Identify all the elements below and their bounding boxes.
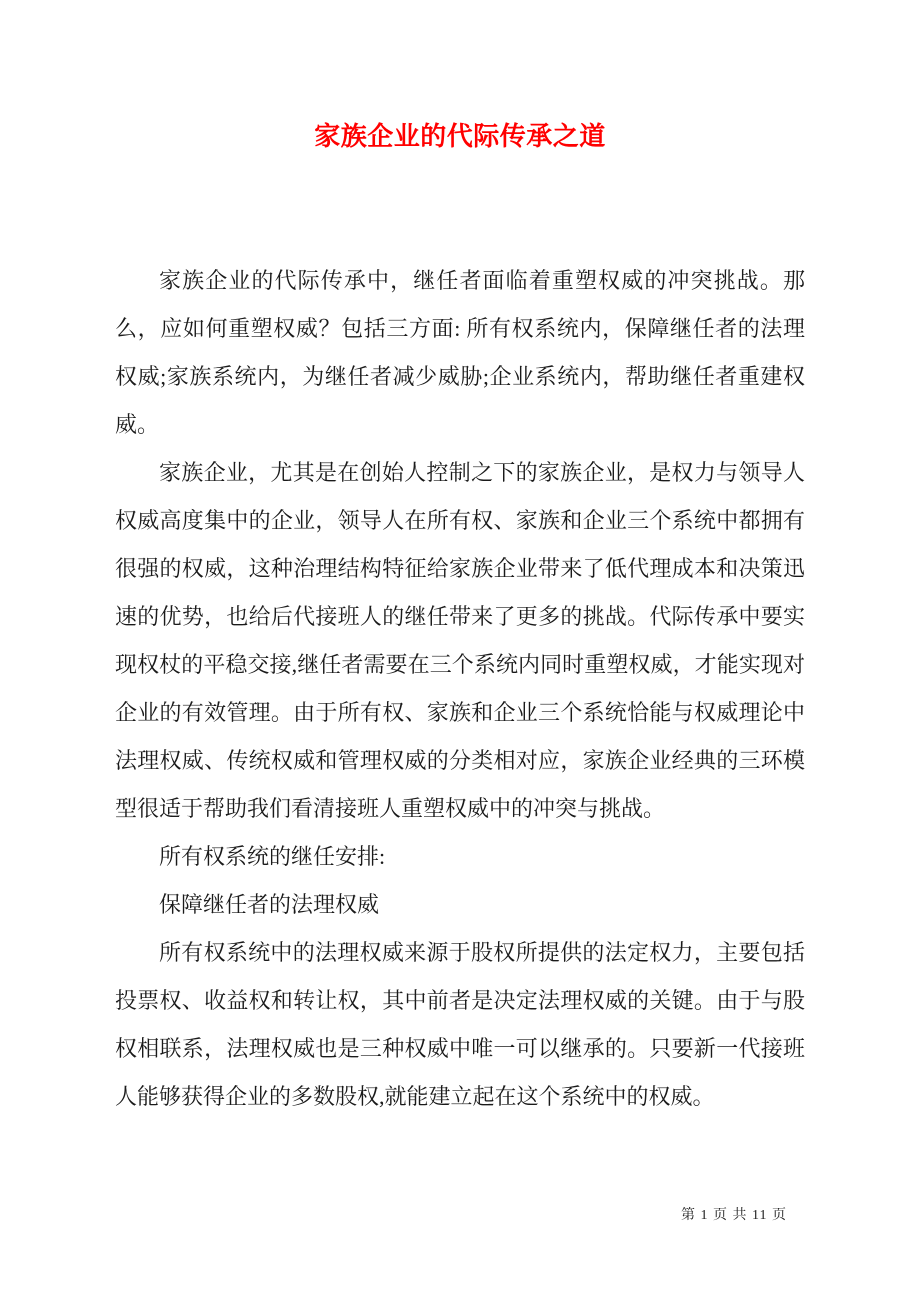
page-number-footer: 第 1 页 共 11 页 [681, 1208, 787, 1223]
paragraph-intro: 家族企业的代际传承中，继任者面临着重塑权威的冲突挑战。那么，应如何重塑权威？包括三方面: 所有权系统内，保障继任者的法理权威;家族系统内，为继任者减少威胁;企业系统内，帮助继任者重建权威。 [115, 268, 805, 437]
paragraph-three-systems: 家族企业，尤其是在创始人控制之下的家族企业，是权力与领导人权威高度集中的企业，领导人在所有权、家族和企业三个系统中都拥有很强的权威，这种治理结构特征给家族企业带来了低代理成本和决策迅速的优势，也给后代接班人的继任带来了更多的挑战。代际传承中要实现权杖的平稳交接,继任者需要在三个系统内同时重塑权威，才能实现对企业的有效管理。由于所有权、家族和企业三个系统恰能与权威理论中法理权威、传统权威和管理权威的分类相对应，家族企业经典的三环模型很适于帮助我们看清接班人重塑权威中的冲突与挑战。 [115, 460, 805, 821]
document-body [115, 257, 805, 1121]
document-title: 家族企业的代际传承之道 [314, 122, 606, 151]
section-heading-legal-authority: 保障继任者的法理权威 [159, 892, 380, 917]
paragraph-ownership-system: 所有权系统中的法理权威来源于股权所提供的法定权力，主要包括投票权、收益权和转让权，其中前者是决定法理权威的关键。由于与股权相联系，法理权威也是三种权威中唯一可以继承的。只要新一代接班人能够获得企业的多数股权,就能建立起在这个系统中的权威。 [115, 940, 805, 1109]
section-heading-ownership-arrangement: 所有权系统的继任安排: [159, 844, 386, 869]
